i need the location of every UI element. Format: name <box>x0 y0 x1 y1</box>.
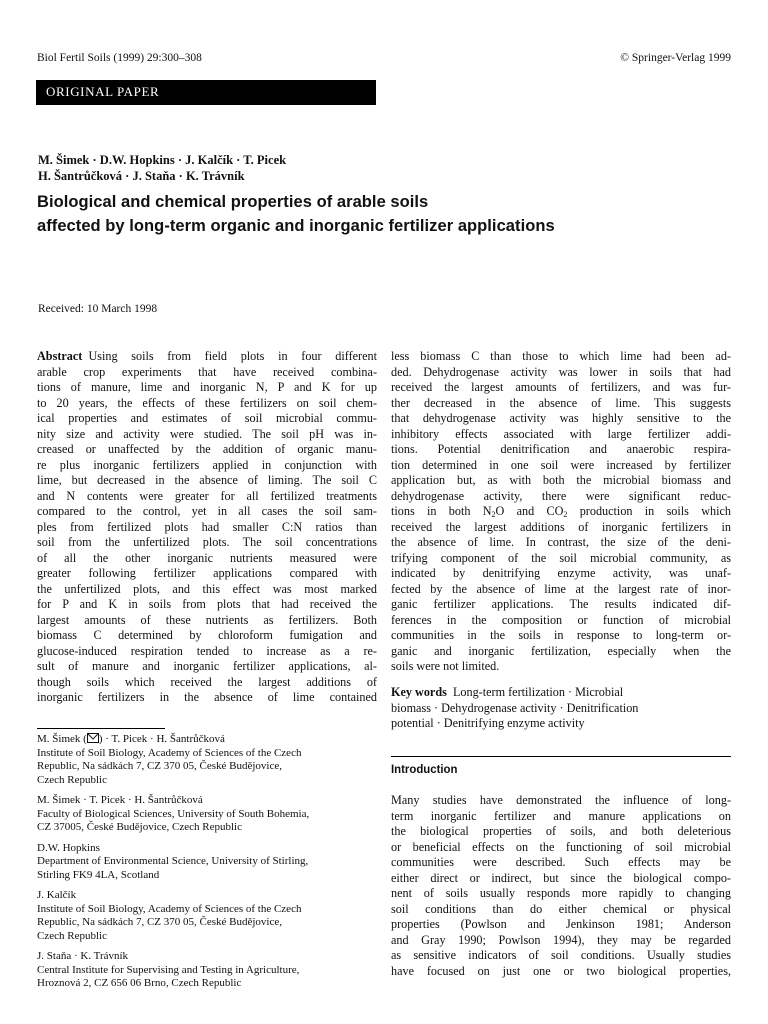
affiliation-divider <box>37 728 165 729</box>
text-line: re plus inorganic fertilizers applied in conjunction with <box>37 457 377 472</box>
text-line: tions of manure, lime and inorganic N, P and K for up <box>37 380 377 394</box>
text-line: properties (Powlson and Jenkinson 1981; Anderson <box>391 917 731 931</box>
text-line: the unfertilized plots, and this effect was most marked <box>37 581 377 596</box>
text-line: though soils which received the largest additions of <box>37 674 377 689</box>
text-line: biomass C determined by chloroform fumigation and <box>37 628 377 642</box>
received-date: Received: 10 March 1998 <box>38 303 158 315</box>
text-line: received the largest amounts of fertilizers, and was fur- <box>391 380 731 394</box>
text-line: application but, as with both the microbial biomass and <box>391 473 731 487</box>
text-line: term inorganic fertilizer and manure applications on <box>391 808 731 823</box>
affiliation-names <box>37 794 367 808</box>
title-line-1: Biological and chemical properties of arable soils <box>37 193 429 211</box>
text-line: the biological properties of soils, and both deleterious <box>391 824 731 838</box>
text-line: less biomass C than those to which lime had been ad- <box>391 349 731 363</box>
keywords <box>391 685 731 732</box>
text-line: Many studies have demonstrated the influence of long- <box>391 793 731 807</box>
article-type-banner <box>36 80 376 105</box>
text-line: communities in the soils in response to long-term or- <box>391 628 731 642</box>
affiliation-address-line: CZ 37005, České Budějovice, Czech Republic <box>37 821 242 833</box>
affiliation-names <box>37 733 367 747</box>
text-line: glucose-induced respiration tended to increase as a re- <box>37 643 377 658</box>
keywords-line-1: Long-term fertilization · Microbial <box>452 685 624 699</box>
affiliation-block <box>37 794 367 835</box>
copyright-notice: © Springer-Verlag 1999 <box>620 52 731 64</box>
abstract-first-line: Using soils from field plots in four different <box>82 349 377 363</box>
text-line: trifying component of the soil microbial community, as <box>391 550 731 565</box>
affiliation-names-text: J. Kalčík <box>37 889 77 901</box>
text-line: and N contents were greater for all fertilized treatments <box>37 488 377 503</box>
affiliation-address-line: Institute of Soil Biology, Academy of Sciences of the Czech <box>37 902 302 915</box>
affiliation-block <box>37 889 367 943</box>
envelope-icon <box>87 733 99 743</box>
text-line: ganic fertilizer applications. The results indicated dif- <box>391 597 731 611</box>
abstract-label: Abstract <box>37 349 83 363</box>
affiliation-names <box>37 842 367 856</box>
article-type-label: ORIGINAL PAPER <box>46 84 160 99</box>
text-line: ganic and inorganic fertilization, especially when the <box>391 643 731 658</box>
text-line: received the largest additions of inorganic fertilizers in <box>391 519 731 534</box>
text-line: ded. Dehydrogenase activity was lower in soils that had <box>391 364 731 379</box>
text-line: communities were described. Such effects may be <box>391 855 731 869</box>
text-line: or beneficial effects on the functioning of soil microbial <box>391 839 731 854</box>
affiliation-address-line: Republic, Na sádkách 7, CZ 370 05, České Budějovice, <box>37 916 283 928</box>
text-line: ther decreased in the absence of lime. This suggests <box>391 395 731 410</box>
text-line: largest amounts of these nutrients as fertilizers. Both <box>37 612 377 627</box>
text-line: that dehydrogenase activity was highly sensitive to the <box>391 411 731 425</box>
text-line: lime, but decreased in the absence of liming. The soil C <box>37 473 377 487</box>
text-line: indicated by denitrifying enzyme activity, was unaf- <box>391 566 731 580</box>
text-fragment: O and CO <box>495 504 564 518</box>
subscript: 2 <box>491 510 496 519</box>
text-line: the absence of lime. In contrast, the size of the deni- <box>391 535 731 549</box>
subscript: 2 <box>563 510 568 519</box>
affiliation-names <box>37 889 367 903</box>
text-line: soil from the unfertilized plots. The soil concentrations <box>37 535 377 549</box>
text-line-chemical-formula <box>391 504 731 520</box>
text-line <box>37 349 377 365</box>
affiliation-names-tail: ) · T. Picek · H. Šantrůčková <box>98 733 225 745</box>
title-line-2: affected by long-term organic and inorganic fertilizer applications <box>37 217 555 235</box>
text-line: nity size and activity were studied. The soil pH was in- <box>37 426 377 441</box>
affiliation-names-text: M. Šimek ( <box>37 733 87 745</box>
keywords-label: Key words <box>391 685 447 699</box>
text-line: inorganic fertilizers in the absence of lime contained <box>37 690 377 704</box>
text-line: compared to the control, yet in all cases the soil sam- <box>37 504 377 518</box>
abstract-right-column <box>391 349 731 675</box>
text-line: for P and K in soils from plots that had received the <box>37 597 377 611</box>
text-line: have focused on just one or two biological properties, <box>391 963 731 978</box>
affiliation-block <box>37 950 367 991</box>
text-line: creased or unaffected by the addition of organic manu- <box>37 442 377 456</box>
text-line: dehydrogenase activity, there were significant reduc- <box>391 488 731 503</box>
text-line: to 20 years, the effects of these fertilizers on soil chem- <box>37 395 377 410</box>
affiliation-names <box>37 950 367 964</box>
affiliation-block <box>37 733 367 787</box>
affiliation-address-line: Department of Environmental Science, University of Stirling, <box>37 855 309 867</box>
affiliation-address-line: Czech Republic <box>37 929 107 942</box>
text-line: ples from fertilized plots had smaller C:N ratios than <box>37 519 377 534</box>
text-line: of all the other inorganic nutrients measured were <box>37 550 377 565</box>
affiliation-address-line: Czech Republic <box>37 773 107 786</box>
text-line: nent of soils usually responds more rapidly to changing <box>391 886 731 900</box>
affiliation-address-line: Central Institute for Supervising and Testing in Agriculture, <box>37 963 300 976</box>
text-line: soils were not limited. <box>391 659 500 673</box>
author-line-1: M. Šimek · D.W. Hopkins · J. Kalčík · T. Picek <box>38 153 287 167</box>
text-line: fected by the absence of lime at the largest rate of inor- <box>391 581 731 596</box>
affiliation-names-text: D.W. Hopkins <box>37 841 100 854</box>
keywords-line-3: potential · Denitrifying enzyme activity <box>391 716 585 730</box>
affiliation-block <box>37 842 367 883</box>
text-line: as sensitive indicators of soil conditions. Usually studies <box>391 948 731 962</box>
text-line: and Gray 1990; Powlson 1994), they may be regarded <box>391 932 731 947</box>
author-list <box>38 152 286 184</box>
affiliation-address-line: Institute of Soil Biology, Academy of Sciences of the Czech <box>37 746 302 759</box>
text-line: either direct or indirect, but since the biological compo- <box>391 870 731 885</box>
text-line: ferences in the composition or function of microbial <box>391 612 731 627</box>
affiliation-address-line: Hroznová 2, CZ 656 06 Brno, Czech Republic <box>37 977 242 989</box>
text-fragment: tions in both N <box>391 504 492 518</box>
text-line: sult of manure and inorganic fertilizer applications, al- <box>37 659 377 673</box>
author-line-2: H. Šantrůčková · J. Staňa · K. Trávník <box>38 169 245 183</box>
text-fragment: production in soils which <box>567 504 731 518</box>
introduction-divider <box>391 756 731 757</box>
paper-title <box>37 190 555 238</box>
text-line: tion determined in one soil were increased by fertilizer <box>391 457 731 472</box>
text-line: soil conditions than do either chemical or physical <box>391 901 731 916</box>
introduction-text <box>391 793 731 979</box>
abstract-left-column <box>37 349 377 706</box>
introduction-heading: Introduction <box>391 762 458 776</box>
keywords-line-2: biomass · Dehydrogenase activity · Denitrification <box>391 700 639 715</box>
affiliation-address-line: Stirling FK9 4LA, Scotland <box>37 868 160 881</box>
text-line: arable crop experiments that have received combina- <box>37 364 377 379</box>
affiliation-names-text: J. Staňa · K. Trávník <box>37 950 129 962</box>
text-line: ical properties and estimates of soil microbial commu- <box>37 411 377 425</box>
text-line: inhibitory effects associated with large fertilizer addi- <box>391 426 731 441</box>
journal-citation: Biol Fertil Soils (1999) 29:300–308 <box>37 52 202 64</box>
affiliation-address-line: Republic, Na sádkách 7, CZ 370 05, České Budějovice, <box>37 760 283 772</box>
affiliation-names-text: M. Šimek · T. Picek · H. Šantrůčková <box>37 794 203 806</box>
affiliation-address-line: Faculty of Biological Sciences, University of South Bohemia, <box>37 807 310 820</box>
affiliations <box>37 733 367 998</box>
text-line: tions. Potential denitrification and anaerobic respira- <box>391 442 731 456</box>
text-line: greater following fertilizer applications compared with <box>37 566 377 580</box>
